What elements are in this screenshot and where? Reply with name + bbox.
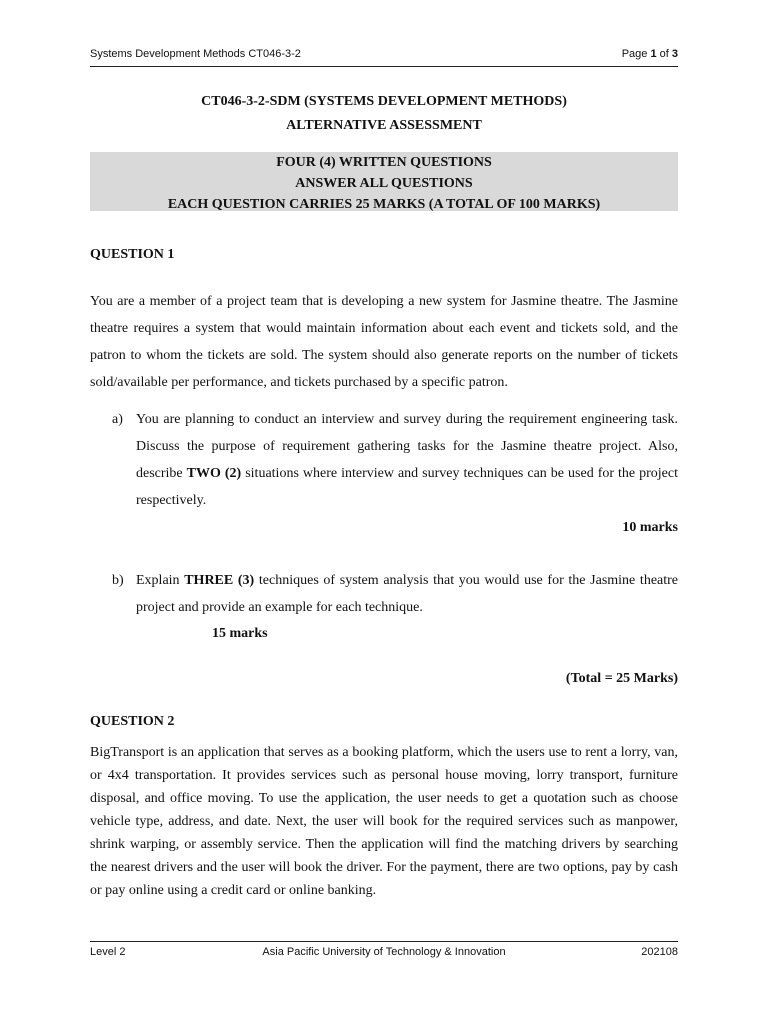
item-label: a) (112, 412, 123, 427)
instruction-line: ANSWER ALL QUESTIONS (295, 176, 473, 191)
question-1b-marks: 15 marks (212, 626, 268, 641)
question-1-intro: You are a member of a project team that is developing a new system for Jasmine theatre. The Jasmine theatre requires a system that would maintain information about each event and tickets sold, and the patron to whom the tickets are sold. The system should also generate reports on the number of tickets sold/available per performance, and tickets purchased by a specific patron. (90, 294, 678, 390)
footer-university: Asia Pacific University of Technology & Innovation (262, 946, 506, 958)
question-1-heading: QUESTION 1 (90, 247, 175, 262)
question-1b (90, 567, 678, 621)
item-label: b) (112, 573, 124, 588)
question-2-heading: QUESTION 2 (90, 714, 175, 729)
page-header (90, 48, 678, 66)
question-1a-marks: 10 marks (622, 520, 678, 535)
document-subtitle: ALTERNATIVE ASSESSMENT (286, 118, 482, 133)
question-1a (90, 406, 678, 514)
footer-divider (90, 941, 678, 942)
document-title: CT046-3-2-SDM (SYSTEMS DEVELOPMENT METHODS) (201, 94, 567, 109)
footer-code: 202108 (641, 946, 678, 958)
instruction-line: FOUR (4) WRITTEN QUESTIONS (276, 155, 492, 170)
question-2-intro: BigTransport is an application that serves as a booking platform, which the users use to rent a lorry, van, or 4x4 transportation. It provides services such as personal house moving, lorry transport, furniture disposal, and office moving. To use the application, the user needs to get a quotation such as choose vehicle type, address, and date. Next, the user will book for the required services such as manpower, shrink warping, or assembly service. Then the application will find the matching drivers by searching the nearest drivers and the user will book the driver. For the payment, there are two options, pay by cash or pay online using a credit card or online banking. (90, 745, 678, 898)
instructions-box (90, 152, 678, 211)
footer-level: Level 2 (90, 946, 126, 958)
instruction-line: EACH QUESTION CARRIES 25 MARKS (A TOTAL OF 100 MARKS) (167, 197, 601, 212)
course-header: Systems Development Methods CT046-3-2 (90, 48, 301, 60)
item-text: Explain THREE (3) techniques of system analysis that you would use for the Jasmine theatre project and provide an example for each technique. (136, 573, 679, 615)
page-number: Page 1 of 3 (621, 48, 678, 60)
question-1-total: (Total = 25 Marks) (565, 671, 678, 686)
header-divider (90, 66, 678, 67)
item-text: You are planning to conduct an interview and survey during the requirement engineering task. Discuss the purpose of requirement gathering tasks for the Jasmine theatre project. Also, describe TWO (2) situations where interview and survey techniques can be used for the project respectively. (136, 412, 678, 508)
